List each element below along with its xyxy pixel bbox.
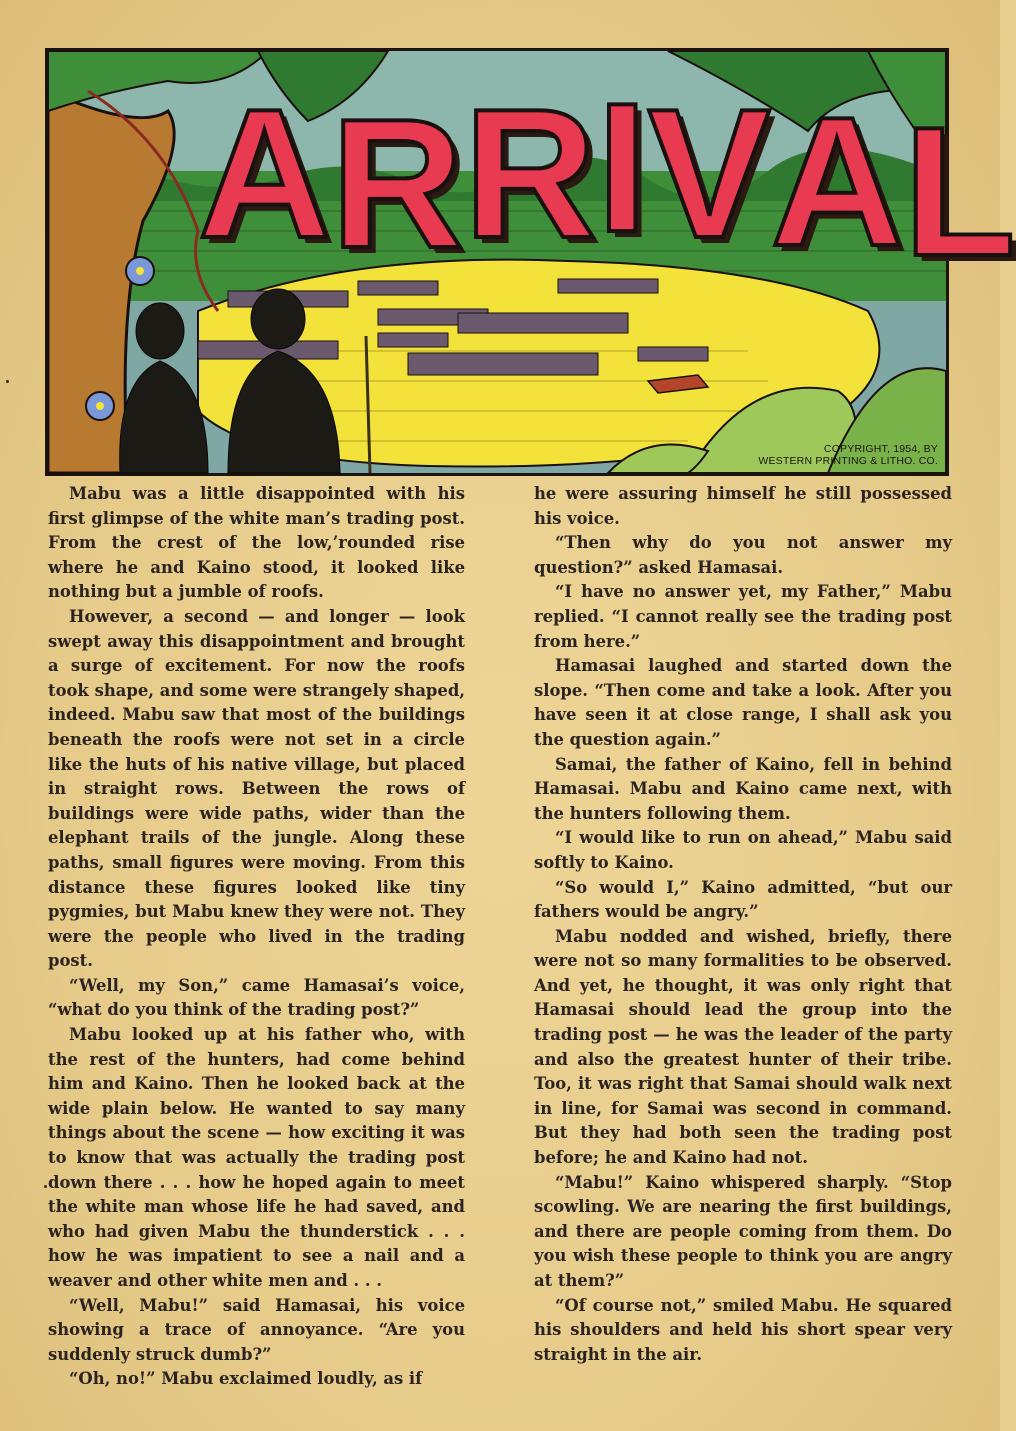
arrival-illustration [45,48,1016,476]
story-title [198,64,1016,294]
title-letter: R [463,70,597,276]
print-speck [44,1185,47,1188]
title-letter: A [198,70,331,276]
copyright-line: COPYRIGHT, 1954, BY [823,443,938,455]
paragraph: “Mabu!” Kaino whispered sharply. “Stop scowling. We are nearing the first buildings, and there are people coming from them. Do you wish these people to think you are angry at them?” [534,1172,952,1290]
paragraph: “I have no answer yet, my Father,” Mabu replied. “I cannot really see the trading post from here.” [534,582,952,651]
paragraph: “Of course not,” smiled Mabu. He squared his shoulders and held his short spear very straight in the air. [534,1295,952,1364]
paragraph: “Well, Mabu!” said Hamasai, his voice showing a trace of annoyance. “Are you suddenly struck dumb?” [48,1295,465,1364]
paragraph: “Well, my Son,” came Hamasai’s voice, “what do you think of the trading post?” [48,975,465,1020]
paragraph: Hamasai laughed and started down the slope. “Then come and take a look. After you have seen it at close range, I shall ask you the question again.” [534,656,952,749]
left-text-column [48,482,465,1392]
paragraph-continuation: he were assuring himself he still possessed his voice. [534,484,952,528]
title-letter: I [596,64,648,270]
title-letter: V [647,70,771,276]
copyright-line: WESTERN PRINTING & LITHO. CO. [758,455,938,467]
title-letter: R [330,80,464,286]
paragraph: “Then why do you not answer my question?” asked Hamasai. [534,533,952,577]
copyright-notice [708,443,938,467]
paragraph: “I would like to run on ahead,” Mabu said softly to Kaino. [534,828,952,872]
title-letter: L [903,88,1016,294]
print-speck [6,380,9,383]
flower-icon [126,257,154,285]
paragraph: “Oh, no!” Mabu exclaimed loudly, as if [69,1369,423,1389]
paragraph: Mabu looked up at his father who, with the rest of the hunters, had come behind him and Kaino. Then he looked back at the wide plain below. He wanted to say many things about the scene — how exciting it was to know that was actually the trading post down there . . . how he hoped again to meet the white man whose life he had saved, and who had given Mabu the thunderstick . . . how he was impatient to see a nail and a weaver and other white men and . . . [48,1025,465,1290]
paragraph: However, a second — and longer — look swept away this disappointment and brought a surge of excitement. For now the roofs took shape, and some were strangely shaped, indeed. Mabu saw that most of the buildings beneath the roofs were not set in a circle like the huts of his native village, but placed in straight rows. Between the rows of buildings were wide paths, wider than the elephant trails of the jungle. Along these paths, small figures were moving. From this distance these figures looked like tiny pygmies, but Mabu knew they were not. They were the people who lived in the trading post. [48,606,465,971]
flower-icon [86,392,114,420]
title-letter: A [770,78,904,284]
right-text-column [534,482,952,1367]
paragraph: “So would I,” Kaino admitted, “but our fathers would be angry.” [534,877,952,922]
paragraph: Samai, the father of Kaino, fell in behind Hamasai. Mabu and Kaino came next, with the hunters following them. [534,754,952,823]
paragraph: Mabu nodded and wished, briefly, there were not so many formalities to be observed. And yet, he thought, it was only right that Hamasai should lead the group into the trading post — he was the leader of the party and also the greatest hunter of their tribe. Too, it was right that Samai should walk next in line, for Samai was second in command. But they had both seen the trading post before; he and Kaino had not. [534,926,952,1168]
paragraph: Mabu was a little disappointed with his first glimpse of the white man’s trading post. From the crest of the low,’rounded rise where he and Kaino stood, it looked like nothing but a jumble of roofs. [48,484,465,602]
